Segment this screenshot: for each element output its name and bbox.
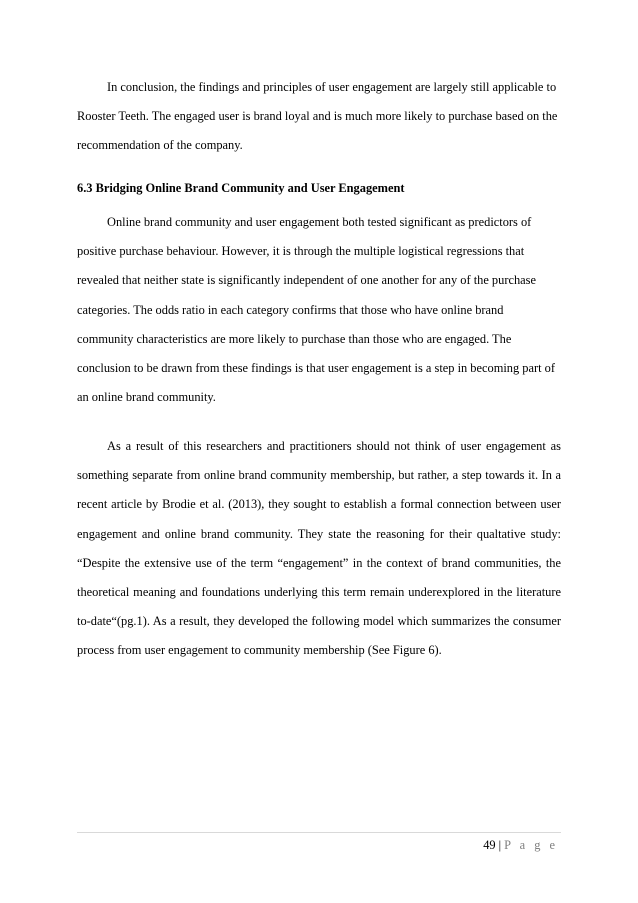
page-number: 49: [483, 838, 496, 852]
paragraph-text: Online brand community and user engagement both tested significant as predictors of positive purchase behaviour. However, it is through the multiple logistical regressions that revealed that neither state is significantly independent of one another for any of the purchase categories. The odds ratio in each category confirms that those who have online brand community characteristics are more likely to purchase than those who are engaged. The conclusion to be drawn from these findings is that user engagement is a step in becoming part of an online brand community.: [77, 215, 555, 405]
page-label: P a g e: [504, 838, 558, 852]
footer-divider: [77, 832, 561, 833]
paragraph-bridging: [77, 208, 561, 412]
section-heading-container: [77, 174, 561, 203]
paragraph-text: In conclusion, the findings and principles of user engagement are largely still applicable to Rooster Teeth. The engaged user is brand loyal and is much more likely to purchase based on the recommendation of the company.: [77, 80, 558, 153]
paragraph-result: [77, 432, 561, 666]
footer-separator: |: [498, 838, 502, 852]
paragraph-text: As a result of this researchers and practitioners should not think of user engagement as something separate from online brand community membership, but rather, a step towards it. In a recent article by Brodie et al. (2013), they sought to establish a formal connection between user engagement and online brand community. They state the reasoning for their qualtative study: “Despite the extensive use of the term “engagement” in the context of brand communities, the theoretical meaning and foundations underlying this term remain underexplored in the literature to-date“(pg.1). As a result, they developed the following model which summarizes the consumer process from user engagement to community membership (See Figure 6).: [77, 439, 561, 658]
page-footer: [483, 838, 558, 853]
section-heading: 6.3 Bridging Online Brand Community and User Engagement: [77, 181, 405, 195]
paragraph-conclusion: [77, 73, 561, 161]
